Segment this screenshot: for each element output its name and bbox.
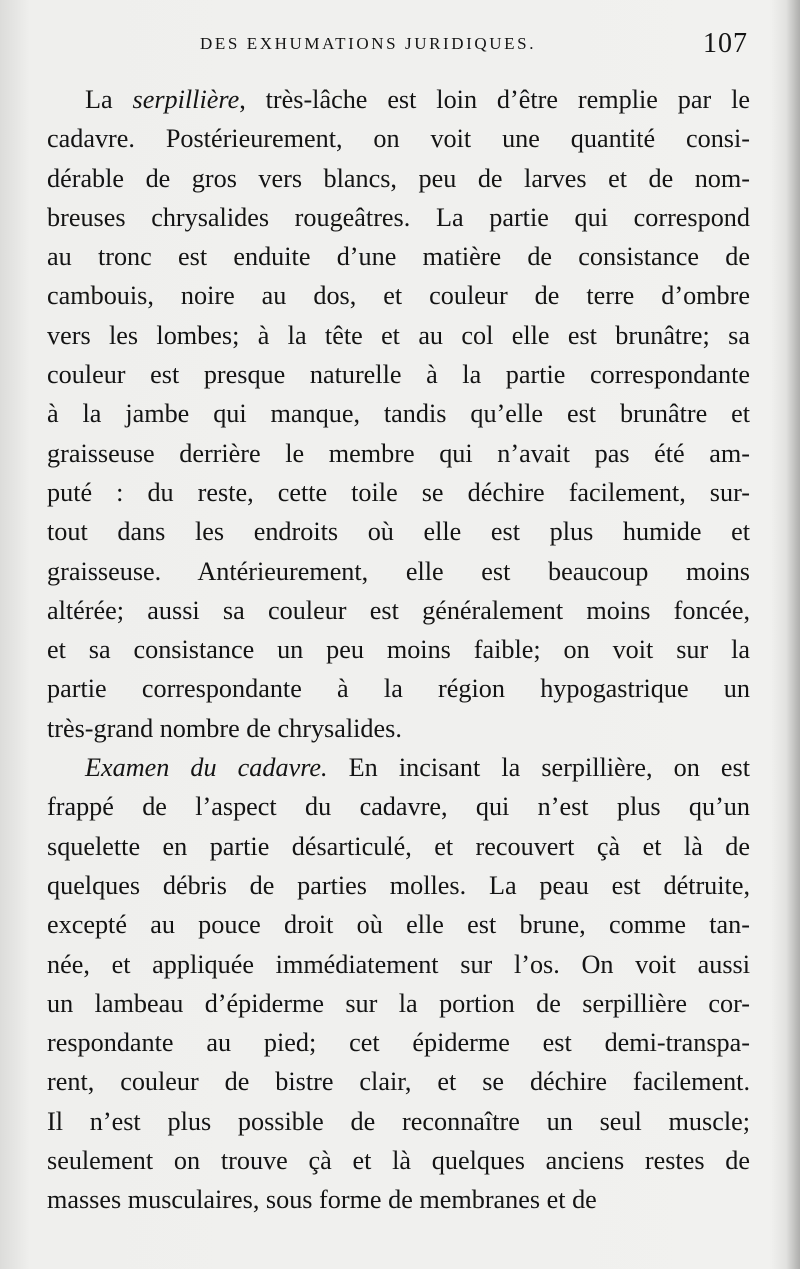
text-line: respondante au pied; cet épiderme est demi-transpa- (47, 1028, 750, 1058)
italic-term: Examen du cadavre. (85, 753, 328, 783)
body-text (47, 80, 750, 1220)
italic-term: serpillière (132, 85, 240, 114)
text-line: à la jambe qui manque, tandis qu’elle est brunâtre et (47, 399, 750, 429)
text-segment: , très-lâche est loin d’être remplie par le (239, 85, 751, 114)
text-line: née, et appliquée immédiatement sur l’os. On voit aussi (47, 949, 750, 979)
paragraph-2 (47, 748, 750, 1220)
text-line: cadavre. Postérieurement, on voit une quantité consi- (47, 124, 750, 154)
paragraph-1 (47, 80, 750, 748)
text-line: rent, couleur de bistre clair, et se déchire facilement. (47, 1067, 750, 1097)
text-line: frappé de l’aspect du cadavre, qui n’est plus qu’un (47, 792, 750, 822)
text-line (47, 748, 750, 787)
text-line (47, 80, 750, 119)
text-line: breuses chrysalides rougeâtres. La partie qui correspond (47, 202, 750, 232)
text-line: un lambeau d’épiderme sur la portion de serpillière cor- (47, 988, 750, 1018)
text-line: tout dans les endroits où elle est plus humide et (47, 517, 750, 547)
text-line: très-grand nombre de chrysalides. (47, 713, 402, 743)
text-line: dérable de gros vers blancs, peu de larves et de nom- (47, 163, 750, 193)
page-edge-shadow (786, 0, 800, 1269)
text-line: seulement on trouve çà et là quelques anciens restes de (47, 1146, 750, 1176)
running-head: DES EXHUMATIONS JURIDIQUES. (200, 34, 537, 53)
text-line: Il n’est plus possible de reconnaître un seul muscle; (47, 1106, 750, 1136)
text-line: graisseuse derrière le membre qui n’avait pas été am- (47, 438, 750, 468)
text-line: cambouis, noire au dos, et couleur de terre d’ombre (47, 281, 750, 311)
page-number: 107 (703, 28, 748, 59)
text-line: vers les lombes; à la tête et au col elle est brunâtre; sa (47, 320, 750, 350)
text-line: masses musculaires, sous forme de membranes et de (47, 1185, 597, 1215)
text-line: au tronc est enduite d’une matière de consistance de (47, 242, 750, 272)
text-line: puté : du reste, cette toile se déchire facilement, sur- (47, 477, 750, 507)
text-line: quelques débris de parties molles. La peau est détruite, (47, 870, 750, 900)
text-line: squelette en partie désarticulé, et recouvert çà et là de (47, 831, 750, 861)
text-line: altérée; aussi sa couleur est généralement moins foncée, (47, 595, 750, 625)
text-line: couleur est presque naturelle à la partie correspondante (47, 360, 750, 390)
text-line: graisseuse. Antérieurement, elle est beaucoup moins (47, 556, 750, 586)
text-line: et sa consistance un peu moins faible; on voit sur la (47, 635, 750, 665)
text-line: excepté au pouce droit où elle est brune, comme tan- (47, 910, 750, 940)
text-segment: En incisant la serpillière, on est (327, 753, 750, 783)
text-line: partie correspondante à la région hypogastrique un (47, 674, 750, 704)
text-segment: La (85, 85, 133, 114)
